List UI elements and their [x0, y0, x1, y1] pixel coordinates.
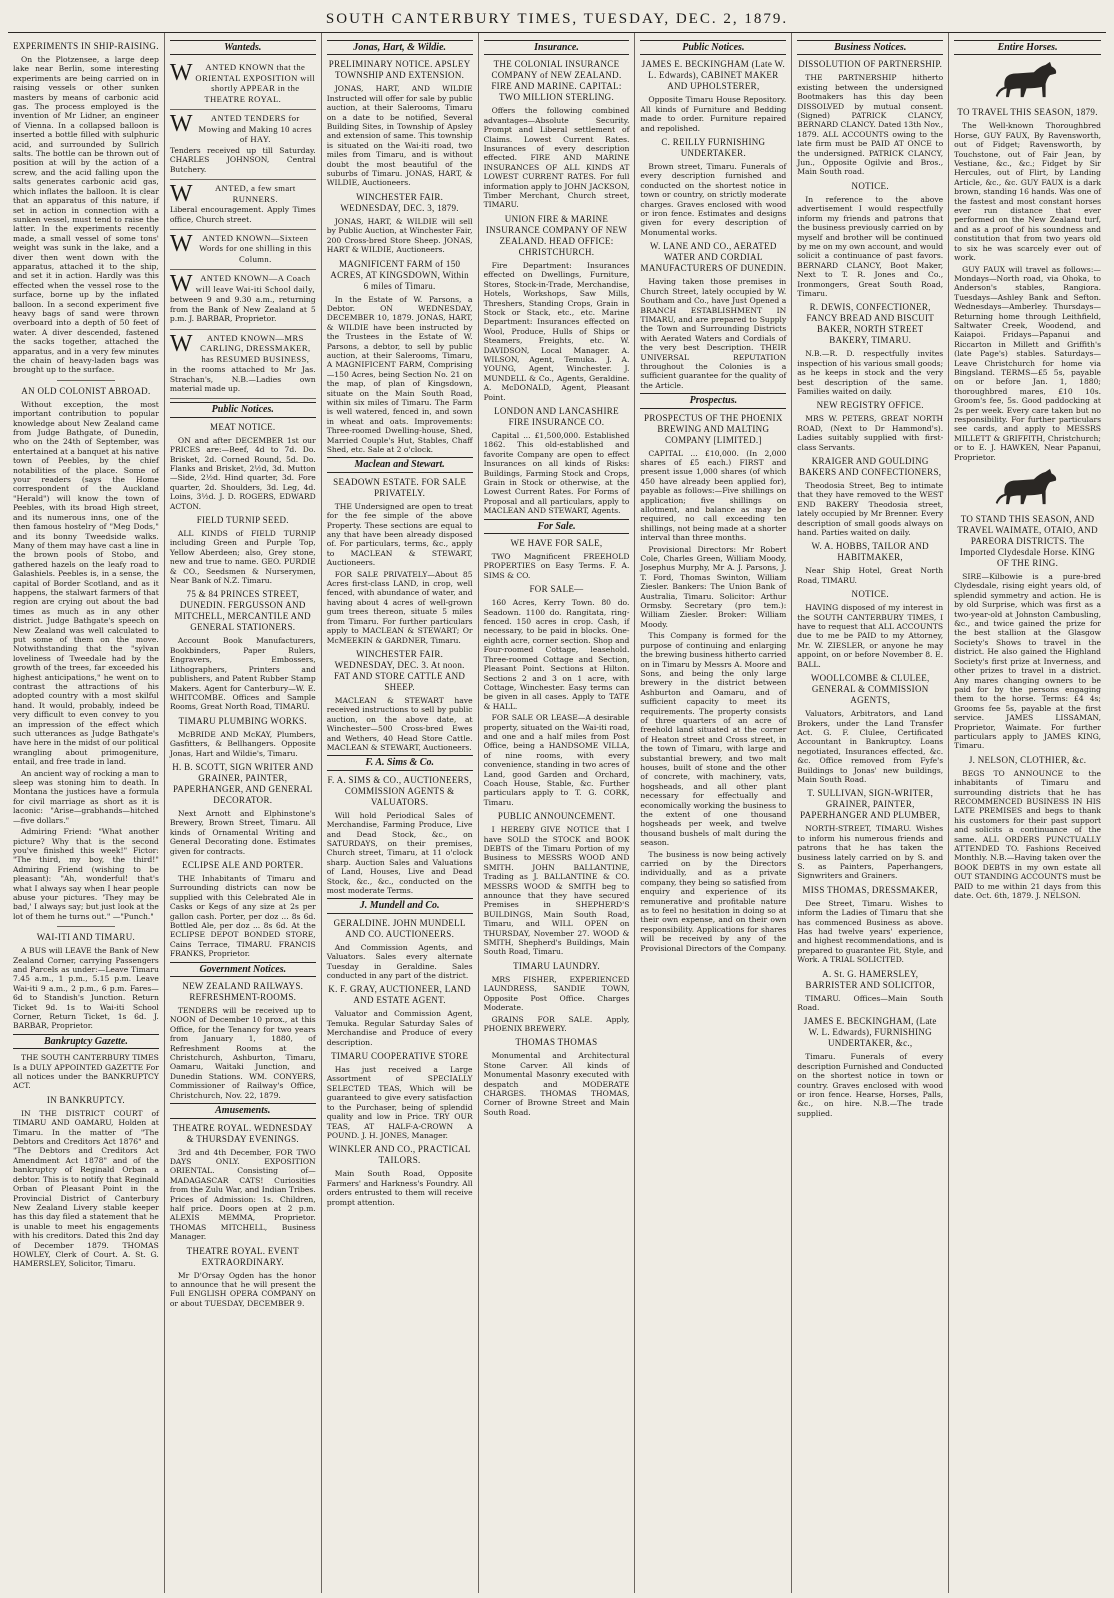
- article-body: Mr D'Orsay Ogden has the honor to announce that he will present the Full ENGLISH OPERA COMPANY on or about TUESDAY, DECEMBER 9.: [169, 1270, 316, 1308]
- ad-body: Tenders received up till Saturday. CHARLES JOHNSON, Central Butchery.: [169, 145, 316, 174]
- article-body: ON and after DECEMBER 1st our PRICES are:—Beef, 4d to 7d. Do. Brisket, 2d. Corned Round, 5d. Do. Flanks and Brisket, 2½d, 3d. Mutton—Side, 2½d. Hind quarter, 3d. Fore quarter, 2d. Shoulders, 3d. Leg, 4d. Loins, 3½d. J. D. ROGERS, EDWARD ACTON.: [169, 435, 316, 511]
- article-heading: WINCHESTER FAIR. WEDNESDAY, DEC. 3. At noon. FAT AND STORE CATTLE AND SHEEP.: [334, 648, 466, 692]
- article-heading: W. A. HOBBS, TAILOR AND HABITMAKER,: [811, 541, 929, 563]
- article-heading: WOOLLCOMBE & CLULEE, GENERAL & COMMISSION AGENTS,: [810, 673, 930, 706]
- article-body: FOR SALE OR LEASE—A desirable property, situated on the Wai-iti road, and one and a half miles from Post Office, being a HANDSOME VILLA, of nine rooms, with every convenience, standing in two acres of Land, good Garden and Orchard, Coach House, Stable, &c. Further particulars apply to T. G. CORK, Timaru.: [483, 713, 630, 807]
- article-heading: FIELD TURNIP SEED.: [196, 515, 289, 526]
- advertisement: [170, 330, 316, 400]
- article-body: I HEREBY GIVE NOTICE that I have SOLD the STOCK and BOOK DEBTS of the Timaru Portion of my Business to MESSRS WOOD AND SMITH. JOHN BALLANTINE, Trading as J. BALLANTINE & CO. MESSRS WOOD & SMITH beg to announce that they have secured Premises in SHEPHERD'S BUILDINGS, Main South Road, Timaru, and WILL OPEN on THURSDAY, November 27. WOOD & SMITH, Shepherd's Buildings, Main South Road, Timaru.: [483, 825, 630, 957]
- drop-cap: W: [169, 181, 193, 208]
- article-body: THE SOUTH CANTERBURY TIMES Is a DULY APPOINTED GAZETTE For all notices under the BANKRUPTCY ACT.: [13, 1053, 159, 1091]
- article-body: In reference to the above advertisement I would respectfully inform my friends and patrons that the business previously carried on by myself and brother will be continued by me on my own account, and would solicit a continuance of past favors. BERNARD CLANCY, Boot Maker, Next to T. R. Jones and Co., Ironmongers, Great South Road, Timaru.: [797, 194, 944, 298]
- article-heading: THEATRE ROYAL. WEDNESDAY & THURSDAY EVENINGS.: [172, 1122, 313, 1144]
- article-body: TENDERS will be received up to NOON of December 10 prox., at this Office, for the Tenancy for two years from January 1, 1880, of Refreshment Rooms at the Christchurch, Ashburton, Timaru, Oamaru, Waitaki Junction, and Dunedin Stations. WM. CONYERS, Commissioner of Railway's Office, Christchurch, Nov. 22, 1879.: [169, 1006, 316, 1100]
- article-heading: TIMARU PLUMBING WORKS.: [178, 715, 307, 726]
- section-header: Jonas, Hart, & Wildie.: [327, 40, 473, 55]
- article-body: Offers the following combined advantages—Absolute Security. Prompt and Liberal settlement of Claims. Lowest Current Rates. Insurances of every description effected. FIRE AND MARINE INSURANCES OF ALL KINDS AT LOWEST CURRENT RATES. For full information apply to JOHN JACKSON, Timber Merchant, Church street, TIMARU.: [483, 106, 630, 210]
- article-heading: JAMES E. BECKINGHAM, (Late W. L. Edwards), FURNISHING UNDERTAKER, &c.,: [803, 1016, 937, 1049]
- article-heading: WE HAVE FOR SALE,: [510, 538, 603, 549]
- article-body: Account Book Manufacturers, Bookbinders, Paper Rulers, Engravers, Embossers, Lithographers, Printers and publishers, and Patent Rubber Stamp Makers. Agent for Canterbury—W. E. WHITCOMBE. Offices and Sample Rooms, Great North Road, TIMARU.: [169, 636, 316, 712]
- section-header: Prospectus.: [640, 393, 786, 408]
- article-heading: PUBLIC ANNOUNCEMENT.: [497, 811, 616, 822]
- article-heading: FOR SALE—: [529, 584, 584, 595]
- article-heading: AN OLD COLONIST ABROAD.: [21, 385, 151, 396]
- article-body: FOR SALE PRIVATELY—About 85 Acres first-class LAND, in crop, well fenced, with abundance of water, and having about 4 acres of well-grown gum trees thereon, situate 5 miles from Timaru. For further particulars apply to MACLEAN & STEWART; Or McMEEKIN & GARDNER, Timaru.: [326, 569, 473, 645]
- section-header: Public Notices.: [170, 402, 316, 417]
- section-header: Entire Horses.: [954, 40, 1101, 55]
- article-body: Brown street, Timaru. Funerals of every description furnished and conducted on the shortest notice in town or country, on strictly moderate charges. Graves enclosed with wood or iron fence. Estimates and designs given for every description of Monumental works.: [640, 162, 787, 237]
- article-heading: TO TRAVEL THIS SEASON, 1879.: [957, 107, 1098, 118]
- article-body: The Well-known Thoroughbred Horse, GUY FAUX, By Ravensworth, out of Fidget; Ravensworth, by Touchstone, out of Fair Jean, by Vestiane, &c., &c.; Fidget by Sir Hercules, out of Flirt, by Landing Article, &c., &c. GUY FAUX is a dark brown, standing 16 hands. Was one of the fastest and most constant horses ever run distance that ever performed on the New Zealand turf, and as a proof of his soundness and constitution that from two years old to six he was scarcely ever out of work.: [954, 121, 1101, 263]
- article-heading: R. DEWIS, CONFECTIONER, FANCY BREAD AND BISCUIT BAKER, NORTH STREET BAKERY, TIMARU.: [806, 302, 935, 346]
- drop-cap: W: [169, 230, 193, 257]
- article-heading: 75 & 84 PRINCES STREET, DUNEDIN. FERGUSSON AND MITCHELL, MERCANTILE AND GENERAL STATIONERS.: [174, 589, 311, 633]
- article-body: Has just received a Large Assortment of SPECIALLY SELECTED TEAS, Which will be guaranteed to give every satisfaction to the Purchaser, being of splendid quality and low in Price. TRY OUR TEAS, AT HALF-A-CROWN A POUND. J. H. JONES, Manager.: [326, 1065, 473, 1140]
- ad-heading: [170, 62, 316, 104]
- column-6: [792, 33, 949, 1593]
- advertisement: [170, 110, 316, 180]
- ad-heading: [170, 113, 316, 145]
- article-heading: TIMARU LAUNDRY.: [513, 960, 600, 971]
- drop-cap: W: [169, 111, 193, 138]
- article-body: MRS FISHER, EXPERIENCED LAUNDRESS, SANDIE TOWN, Opposite Post Office. Charges Moderate.: [483, 974, 630, 1013]
- article-body: A BUS will LEAVE the Bank of New Zealand Corner, carrying Passengers and Parcels as under:—Leave Timaru 7.45 a.m., 1 p.m., 5.15 p.m. Leave Wai-iti 9 a.m., 2 p.m., 6 p.m. Fares—6d to Standish's Junction. Return Ticket 9d. 1s to Wai-iti School Corner, Return Ticket, 1s 6d. J. BARBAR, Proprietor.: [13, 946, 159, 1031]
- article-body: NORTH-STREET, TIMARU. Wishes to inform his numerous friends and patrons that he has taken the business lately carried on by S. and S. as Painters, Paperhangers, Signwriters and Grainers.: [797, 824, 944, 881]
- article-heading: T. SULLIVAN, SIGN-WRITER, GRAINER, PAINTER, PAPERHANGER AND PLUMBER,: [800, 788, 941, 821]
- section-header: Maclean and Stewart.: [327, 457, 473, 472]
- article-heading: MISS THOMAS, DRESSMAKER,: [802, 884, 938, 895]
- article-heading: JAMES E. BECKINGHAM (Late W. L. Edwards), CABINET MAKER AND UPHOLSTERER,: [641, 59, 786, 92]
- article-body: And Commission Agents, and Valuators. Sales every alternate Tuesday in Geraldine. Sales conducted in any part of the district.: [326, 942, 473, 981]
- article-heading: THE COLONIAL INSURANCE COMPANY of NEW ZEALAND. FIRE AND MARINE. CAPITAL: TWO MILLION STERLING.: [491, 59, 622, 103]
- section-header: Public Notices.: [640, 40, 786, 55]
- section-header: Bankruptcy Gazette.: [13, 1034, 159, 1049]
- column-2: [165, 33, 322, 1593]
- article-body: Admiring Friend: "What another picture? Why that is the second you've finished this week!" Fictor: "The third, my boy, the third!" Admiring Friend (wishing to be pleasant): "Ah, wonderful! that's what I always say when I hear people abuse your pictures. 'They may be bad,' I always say; but just look at the lot of them he turns out." —"Punch.": [13, 827, 159, 921]
- article-body: GRAINS FOR SALE. Apply, PHOENIX BREWERY.: [483, 1014, 630, 1033]
- article-body: JONAS, HART, & WILDIE will sell by Public Auction, at Winchester Fair, 200 Cross-bred Store Sheep. JONAS, HART & WILDIE, Auctioneers.: [326, 216, 473, 255]
- article-body: Fire Department: Insurances effected on Dwellings, Furniture, Stores, Stock-in-Trade, Merchandise, Hotels, Workshops, Saw Mills, Threshers, Standing Crops, Grain in Stock or Stack, etc., etc. Marine Department: Insurances effected on Wool, Produce, Hulls of Ships or Steamers, Freights, etc. W. DAVIDSON, Local Manager. A. WILSON, Agent, Temuka. J. A. YOUNG, Agent, Winchester. J. MUNDELL & Co., Agents, Geraldine. A. McDONALD, Agent, Pleasant Point.: [483, 260, 630, 402]
- article-body: IN THE DISTRICT COURT of TIMARU AND OAMARU, Holden at Timaru. In the matter of "The Debtors and Creditors Act 1876" and "The Debtors and Creditors Act Amendment Act 1878" and of the bankruptcy of Reginald Orban a debtor. This is to notify that Reginald Orban of Pleasant Point in the Provincial District of Canterbury New Zealand Livery stable keeper has this day filed a statement that he is unable to meet his engagements with his creditors. Dated this 2nd day of December 1879. THOMAS HOWLEY, Clerk of Court. A. St. G. HAMERSLEY, Solicitor, Timaru.: [13, 1108, 159, 1269]
- section-header: Government Notices.: [170, 962, 316, 977]
- article-body: ALL KINDS of FIELD TURNIP including Green and Purple Top, Yellow Aberdeen; also, Grey stone, new and true to name. GEO. PURDIE & CO., Seedsmen & Nurserymen, Near Bank of N.Z. Timaru.: [169, 529, 316, 586]
- article-body: Near Ship Hotel, Great North Road, TIMARU.: [797, 566, 944, 585]
- article-heading: SEADOWN ESTATE. FOR SALE PRIVATELY.: [333, 476, 467, 498]
- divider: [57, 380, 115, 381]
- masthead: SOUTH CANTERBURY TIMES, TUESDAY, DEC. 2, 1879.: [8, 6, 1106, 33]
- horse-icon: [991, 466, 1065, 510]
- section-header: For Sale.: [484, 519, 630, 534]
- article-heading: WAI-ITI AND TIMARU.: [36, 932, 136, 943]
- article-body: Having taken those premises in Church Street, lately occupied by W. Southam and Co., have Just Opened a BRANCH ESTABLISHMENT IN TIMARU, and are prepared to Supply the Town and Surrounding Districts with Aerated Waters and Cordials of the very best Description. THEIR UNIVERSAL REPUTATION throughout the Colonies is a sufficient guarantee for the quality of the Article.: [640, 277, 787, 390]
- section-header: Insurance.: [484, 40, 630, 55]
- section-header: Business Notices.: [797, 40, 943, 55]
- article-body: Next Arnott and Elphinstone's Brewery, Brown Street, Timaru. All kinds of Ornamental Writing and General Decorating done. Estimates given for contracts.: [169, 808, 316, 856]
- article-body: Without exception, the most important contribution to popular knowledge about New Zealand came from Judge Bathgate, of Dunedin, who on the 24th of September, was entertained at a banquet at his native town of Peebles, by the chief notabilities of the place. Some of your readers (says the Home correspondent of the Auckland "Herald") will know the town of Peebles, with its broad High street, and its numerous inns, one of the then famous hostelry of "Meg Dods," and its bonny Tweedside walks. Many of them may have cast a line in the brown pools of Stobo, and gathered hazels on the leafy road to Galashiels. Peebles is, in a sense, the capital of Border Scotland, and as it happens, the stalwart farmers of that region are crying out about the bad times as much as in any other district. Judge Bathgate's speech on New Zealand was well calculated to put some of them on the move. Notwithstanding that the "sylvan loveliness of Tweedale had by the growth of the trees, far exceeded his highest anticipations," he went on to contrast the attractions of his adopted country with a most skilful hand. It would, probably, indeed be very difficult to even convey to you an impression of the effect which such utterances as Judge Bathgate's have here in the midst of our political wrangling about primogeniture, entail, and free trade in land.: [13, 399, 159, 767]
- section-header: Wanteds.: [170, 40, 316, 55]
- drop-cap: W: [169, 60, 193, 87]
- article-body: N.B.—R. D. respectfully invites inspection of his various small goods; as he keeps in stock and the very best description of the same. Families waited on daily.: [797, 349, 944, 396]
- columns: [8, 33, 1106, 1593]
- ad-body: Liberal encouragement. Apply Times office, Church street.: [169, 205, 316, 224]
- ad-heading-text: ANTED KNOWN that the ORIENTAL EXPOSITION will shortly APPEAR in the THEATRE ROYAL.: [195, 62, 316, 104]
- article-heading: UNION FIRE & MARINE INSURANCE COMPANY OF NEW ZEALAND. HEAD OFFICE: CHRISTCHURCH.: [485, 213, 628, 257]
- ad-heading: [169, 181, 316, 208]
- article-body: In the Estate of W. Parsons, a Debtor. ON WEDNESDAY, DECEMBER 10, 1879. JONAS, HART, & WILDIE have been instructed by the Trustees in the Estate of W. Parsons, a debtor, to sell by public auction, at their Salerooms, Timaru, A MAGNIFICENT FARM, Comprising—150 Acres, being Section No. 21 on the map, of plan of Kingsdown, situate on the Main South Road, within six miles of Timaru. The Farm is well watered, fenced in, and sown in wheat and oats. Improvements: Three-roomed Dwelling-house, Shed, Married Couple's Hut, Stables, Chaff Shed, etc. Sale at 2 o'clock.: [326, 294, 473, 454]
- article-heading: ECLIPSE ALE AND PORTER.: [182, 859, 304, 870]
- article-body: Will hold Periodical Sales of Merchandise, Farming Produce, Live and Dead Stock, &c., on SATURDAYS, on their premises, Church street, Timaru, at 11 o'clock sharp. Auction Sales and Valuations of Land, Houses, Live and Dead Stock, &c., &c., conducted on the most moderate Terms.: [326, 810, 473, 895]
- column-5: [635, 33, 792, 1593]
- advertisement: [170, 59, 316, 110]
- article-body: MACLEAN & STEWART have received instructions to sell by public auction, on the above date, at Winchester—500 Cross-bred Ewes and Wethers, 40 Head Store Cattle. MACLEAN & STEWART, Auctioneers.: [326, 695, 473, 752]
- article-body: THE PARTNERSHIP hitherto existing between the undersigned Bootmakers has this day been DISSOLVED by mutual consent. (Signed) PATRICK CLANCY, BERNARD CLANCY. Dated 13th Nov., 1879. ALL ACCOUNTS owing to the late firm must be PAID AT ONCE to the undersigned. PATRICK CLANCY, Jun., Opposite Ogilvie and Bros., Main South road.: [797, 73, 944, 177]
- section-header: F. A. Sims & Co.: [327, 755, 473, 770]
- ad-heading-text: ANTED KNOWN—A Coach will leave Wai-iti School daily,: [195, 273, 315, 294]
- article-heading: EXPERIMENTS IN SHIP-RAISING.: [13, 41, 159, 51]
- ad-heading: [169, 330, 316, 365]
- article-heading: WINCHESTER FAIR. WEDNESDAY, DEC. 3, 1879.: [340, 191, 459, 213]
- article-body: Capital ... £1,500,000. Established 1862. This old-established and favorite Company are open to effect Insurances on all kinds of Risks: Buildings, Farming Stock and Crops, Grain in Stock or otherwise, at the Lowest Current Rates. For Forms of Proposal and all particulars, apply to MACLEAN AND STEWART, Agents.: [483, 430, 630, 516]
- column-4: [479, 33, 636, 1593]
- article-body: THE Inhabitants of Timaru and Surrounding districts can now be supplied with this Celebrated Ale in Casks or Kegs of any size at 2s per gallon cash. Porter, per doz ... 8s 6d. Bottled Ale, per doz ... 8s 6d. At the ECLIPSE DEPOT BONDED STORE, Cains Terrace, TIMARU. FRANCIS FRANKS, Proprietor.: [169, 873, 316, 959]
- article-body: Valuator and Commission Agent, Temuka. Regular Saturday Sales of Merchandise and Produce of every description.: [326, 1009, 473, 1047]
- article-body: TWO Magnificent FREEHOLD PROPERTIES on Easy Terms. F. A. SIMS & CO.: [483, 552, 630, 580]
- article-body: THE Undersigned are open to treat for the fee simple of the above Property. These sections are equal to any that have been already disposed of. For particulars, terms, &c., apply to MACLEAN & STEWART, Auctioneers.: [326, 501, 473, 568]
- divider: [57, 926, 115, 927]
- article-body: Valuators, Arbitrators, and Land Brokers, under the Land Transfer Act. G. F. Clulee, Certificated Accountant in Bankruptcy. Loans negotiated, Insurances effected, &c. &c. Office removed from Fyfe's Buildings to Jonas' new buildings, Main South Road.: [797, 709, 944, 784]
- article-body: Dee Street, Timaru. Wishes to inform the Ladies of Timaru that she has commenced Business as above. Has had twelve years' experience, and highest recommendations, and is prepared to guarantee Fit, Style, and Work. A TRIAL SOLICITED.: [797, 898, 944, 965]
- article-heading: J. NELSON, CLOTHIER, &c.: [968, 754, 1087, 765]
- article-body: SIRE—Kilbowie is a pure-bred Clydesdale, rising eight years old, of splendid symmetry and action. He is by old Surprise, which was first as a two-year-old at Johnston Cambusling, &c., and twice gained the prize for the best stallion at the Glasgow Society's Shows to travel in the district. He also gained the Highland Society's first prize at Inverness, and other prizes to travel in a district. Any mares changing owners to be paid for by the persons engaging them to the horse. Terms: £4 4s; Grooms fee 5s, payable at the first service. JAMES LISSAMAN, Proprietor, Waimate. For further particulars apply to JAMES KING, Timaru.: [954, 572, 1101, 751]
- advertisement: [170, 230, 316, 271]
- article-body: Main South Road, Opposite Farmers' and Harkness's Foundry. All orders entrusted to them will receive prompt attention.: [326, 1169, 473, 1207]
- article-heading: WINKLER AND CO., PRACTICAL TAILORS.: [328, 1144, 471, 1166]
- advertisement: [170, 180, 316, 230]
- article-body: This Company is formed for the purpose of continuing and enlarging the brewing business hitherto carried on in Timaru by Messrs A. Moore and Sons, and being the only large brewery in the district between Ashburton and Oamaru, and of sufficient capacity to meet its requirements. The property consists of three quarters of an acre of freehold land situated at the corner of Heaton street and Cross street, in the town of Timaru, with large and substantial brewery, and two malt houses, built of stone and the other of concrete, with machinery, vats, hogsheads, and all other plant necessary for effectually and economically working the business to the extent of one thousand hogsheads per week, and twelve thousand bushels of malt during the season.: [640, 631, 787, 848]
- column-3: [322, 33, 479, 1593]
- article-heading: C. REILLY FURNISHING UNDERTAKER.: [661, 137, 766, 159]
- ad-heading-text: ANTED KNOWN—Sixteen Words for one shilling in this Column.: [199, 232, 312, 264]
- article-heading: IN BANKRUPTCY.: [46, 1094, 125, 1105]
- article-heading: A. St. G. HAMERSLEY, BARRISTER AND SOLICITOR,: [805, 968, 935, 990]
- article-heading: NEW REGISTRY OFFICE.: [816, 400, 924, 411]
- horse-icon: [991, 59, 1065, 103]
- ad-heading: [169, 271, 316, 298]
- article-heading: DISSOLUTION OF PARTNERSHIP.: [798, 59, 943, 70]
- ad-heading: [169, 230, 316, 265]
- drop-cap: W: [169, 271, 193, 298]
- article-heading: NEW ZEALAND RAILWAYS. REFRESHMENT-ROOMS.: [182, 981, 304, 1003]
- article-body: GUY FAUX will travel as follows:—Mondays—North road, via Ohoka, to Anderson's stables, Rangiora. Tuesdays—Ashley Bank and Sefton. Wednesdays—Amberley. Thursdays—Returning home through Leithfield, Saltwater Creek, Woodend, and Kaiapoi. Fridays—Papanui and Riccarton in Millett and Griffith's (late Page's) stables. Saturdays—Leave Christchurch for home via Bingsland. TERMS—£5 5s, payable on or before Jan. 1, 1880; thoroughbred mares, £10 10s. Groom's fee, 5s. Good paddocking at 2s per week. Every care taken but no responsibility. For further particulars see cards, and apply to MESSRS MILLETT & GRIFFITH, Christchurch; or to E. J. HAWKEN, Near Papanui, Proprietor.: [954, 264, 1101, 462]
- article-heading: GERALDINE. JOHN MUNDELL AND CO. AUCTIONEERS.: [333, 917, 466, 939]
- article-body: JONAS, HART, AND WILDIE Instructed will offer for sale by public auction, at their Salerooms, Timaru on a date to be notified, Several Building Sites, in Township of Apsley and extension of same. This township is situated on the Wai-iti road, two miles from Timaru, and is without doubt the most beautiful of the suburbs of Timaru. JONAS, HART, & WILDIE, Auctioneers.: [326, 84, 473, 188]
- column-7: [949, 33, 1106, 1593]
- article-body: 3rd and 4th December, FOR TWO DAYS ONLY. EXPOSITION ORIENTAL. Consisting of—MADAGASCAR CATS! Curiosities from the Zulu War, and Indian Tribes. Prices of Admission: 1s. Children, half price. Doors open at 2 p.m. ALEXIS MEMMA, Proprietor. THOMAS MITCHELL, Business Manager.: [169, 1147, 316, 1242]
- section-header: Amusements.: [170, 1103, 316, 1118]
- ad-heading-text: ANTED TENDERS for Mowing and Making 10 acres of HAY.: [198, 113, 313, 145]
- article-body: TIMARU. Offices—Main South Road.: [797, 993, 944, 1013]
- article-heading: LONDON AND LANCASHIRE FIRE INSURANCE CO.: [494, 405, 619, 427]
- article-body: Monumental and Architectural Stone Carver. All kinds of Monumental Masonry executed with despatch and MODERATE CHARGES. THOMAS THOMAS, Corner of Browne Street and Main South Road.: [483, 1051, 630, 1117]
- article-heading: MAGNIFICENT FARM of 150 ACRES, AT KINGSDOWN, Within 6 miles of Timaru.: [330, 258, 469, 291]
- article-heading: THEATRE ROYAL. EVENT EXTRAORDINARY.: [186, 1245, 299, 1267]
- article-body: 160 Acres, Kerry Town. 80 do. Seadown. 1100 do. Rangitata, ring-fenced. 150 acres in crop. Cash, if necessary, to be paid in blocks. One-eighth acre, corner section. Shop and Four-roomed Cottage, leasehold. Three-roomed Cottage and Section, Pleasant Point. Sections at Hilton. Sections 2 and 3 on 1 acre, with Cottage, Winchester. Easy terms can be given in all cases. Apply to TATE & HALL.: [483, 598, 630, 711]
- advertisement: [170, 270, 316, 329]
- article-heading: PRELIMINARY NOTICE. APSLEY TOWNSHIP AND EXTENSION.: [328, 59, 471, 81]
- ad-body: between 9 and 9.30 a.m., returning from the Bank of New Zealand at 5 p.m. J. BARBAR, Proprietor.: [169, 295, 316, 324]
- article-heading: KRAIGER AND GOULDING BAKERS AND CONFECTIONERS,: [799, 456, 942, 477]
- section-header: J. Mundell and Co.: [327, 898, 473, 913]
- article-heading: F. A. SIMS & CO., AUCTIONEERS, COMMISSION AGENTS & VALUATORS.: [327, 774, 472, 807]
- article-body: Opposite Timaru House Repository. All kinds of Furniture and Bedding made to order. Furniture repaired and repolished.: [640, 95, 787, 133]
- article-heading: NOTICE.: [851, 180, 889, 191]
- article-heading: THOMAS THOMAS: [515, 1037, 598, 1048]
- article-body: BEGS TO ANNOUNCE to the inhabitants of Timaru and surrounding districts that he has RECOMMENCED BUSINESS IN HIS LATE PREMISES and begs to thank his customers for their past support and solicits a continuance of the same. ALL ORDERS PUNCTUALLY ATTENDED TO. Fashions Received Monthly. N.B.—Having taken over the BOOK DEBTS in my own estate all OUT STANDING ACCOUNTS must be PAID to me within 21 days from this date. Oct. 6th, 1879. J. NELSON.: [954, 768, 1101, 901]
- article-body: HAVING disposed of my interest in the SOUTH CANTERBURY TIMES, I have to request that ALL ACCOUNTS due to me be PAID to my Attorney, Mr. W. ZIESLER, or anyone he may appoint, on or before November 8. E. BALL.: [797, 603, 944, 669]
- drop-cap: W: [169, 330, 193, 357]
- article-heading: K. F. GRAY, AUCTIONEER, LAND AND ESTATE AGENT.: [328, 984, 471, 1006]
- ad-heading-text: ANTED KNOWN—MRS CARLING, DRESSMAKER, has RESUMED BUSINESS,: [200, 332, 311, 364]
- article-body: On the Plotzensee, a large deep lake near Berlin, some interesting experiments are being carried on in raising vessels or other sunken masters by means of carbonic acid gas. The process employed is the invention of Mr Lidner, an engineer of Vienna. In a collapsed balloon is inserted a bottle filled with sulphuric acid, and surrounded by Sullrich salts. The bottle can be thrown out of position at will by the action of a screw, and the acid falling upon the salts generates carbonic acid gas, which inflates the balloon. It is clear that an apparatus of this nature, if set in action in connection with a sunken vessel, must tend to raise the latter. In the experiments recently made, a small vessel of some tons' weight was sunk in the lake, and a diver then went down with the apparatus, attached it to the ship, and set it in action. Hardly was this effected when the vessel rose to the surface, borne up by the inflated balloon. In a second experiment five heavy bags of sand were thrown overboard into a depth of 50 feet of water. A diver descended, fastened the sacks together, attached the apparatus, and in a very few minutes the chain of heavy-laden bags was brought up to the surface.: [13, 55, 159, 375]
- article-heading: W. LANE AND CO., AERATED WATER AND CORDIAL MANUFACTURERS OF DUNEDIN.: [640, 241, 787, 274]
- article-body: Theodosia Street, Beg to intimate that they have removed to the WEST END BAKERY Theodosia street, lately occupied by Mr Brenner. Every description of small goods always on hand. Parties waited on daily.: [797, 481, 944, 538]
- article-body: An ancient way of rocking a man to sleep was stoning him to death. In Montana the justices have a formula for civil marriage as short as it is laconic: "Arise—grabhands—hitched—five dollars.": [13, 768, 159, 825]
- article-heading: MEAT NOTICE.: [210, 421, 276, 432]
- article-heading: PROSPECTUS OF THE PHOENIX BREWING AND MALTING COMPANY [LIMITED.]: [644, 412, 783, 445]
- article-heading: TO STAND THIS SEASON, AND TRAVEL WAIMATE, OTAIO, AND PAREORA DISTRICTS. The Imported Clydesdale Horse. KING OF THE RING.: [957, 514, 1098, 569]
- article-body: The business is now being actively carried on by the Directors individually, and as a private company, they being so satisfied from enquiry and experience of its remunerative and profitable nature as to feel no hesitation in doing so at their own expense, and on their own responsibility. Applications for shares will be received by any of the Provisional Directors of the Company.: [640, 849, 787, 953]
- article-body: CAPITAL ... £10,000. (In 2,000 shares of £5 each.) FIRST and present issue 1,000 shares (of which 450 have already been applied for), payable as follows:—Five shillings on application; five shillings on allotment, and balance as may be required, no call exceeding ten shillings, not being made at a shorter interval than three months.: [640, 448, 787, 543]
- article-heading: TIMARU COOPERATIVE STORE: [331, 1051, 469, 1062]
- article-body: Provisional Directors: Mr Robert Cole, Charles Green, William Moody, Josephus Murphy, Mr A. J. Parsons, J. T. Ford, Thomas Swinton, William Ziesler. Bankers: The Union Bank of Australia, Timaru. Solicitor: Arthur Ormsby. Secretary (pro tem.): William Ziesler. Broker: William Moody.: [640, 544, 787, 629]
- article-heading: H. B. SCOTT, SIGN WRITER AND GRAINER, PAINTER, PAPERHANGER, AND GENERAL DECORATOR.: [172, 761, 314, 805]
- article-body: MRS W. PETERS, GREAT NORTH ROAD, (Next to Dr Hammond's). Ladies suitably supplied with first-class Servants.: [797, 414, 944, 452]
- ad-body: in the rooms attached to Mr Jas. Strachan's, N.B.—Ladies own material made up.: [169, 365, 316, 393]
- column-1: [8, 33, 165, 1593]
- article-body: McBRIDE AND McKAY, Plumbers, Gasfitters, & Bellhangers. Opposite Jonas, Hart and Wildie's, Timaru.: [169, 729, 316, 758]
- article-heading: NOTICE.: [851, 589, 889, 600]
- article-body: Timaru. Funerals of every description Furnished and Conducted on the shortest notice in town or country. Graves enclosed with wood or iron fence. Hearse, Horses, Palls, &c., on hire. N.B.—The trade supplied.: [797, 1052, 944, 1118]
- ad-heading-text: ANTED, a few smart RUNNERS.: [214, 183, 296, 204]
